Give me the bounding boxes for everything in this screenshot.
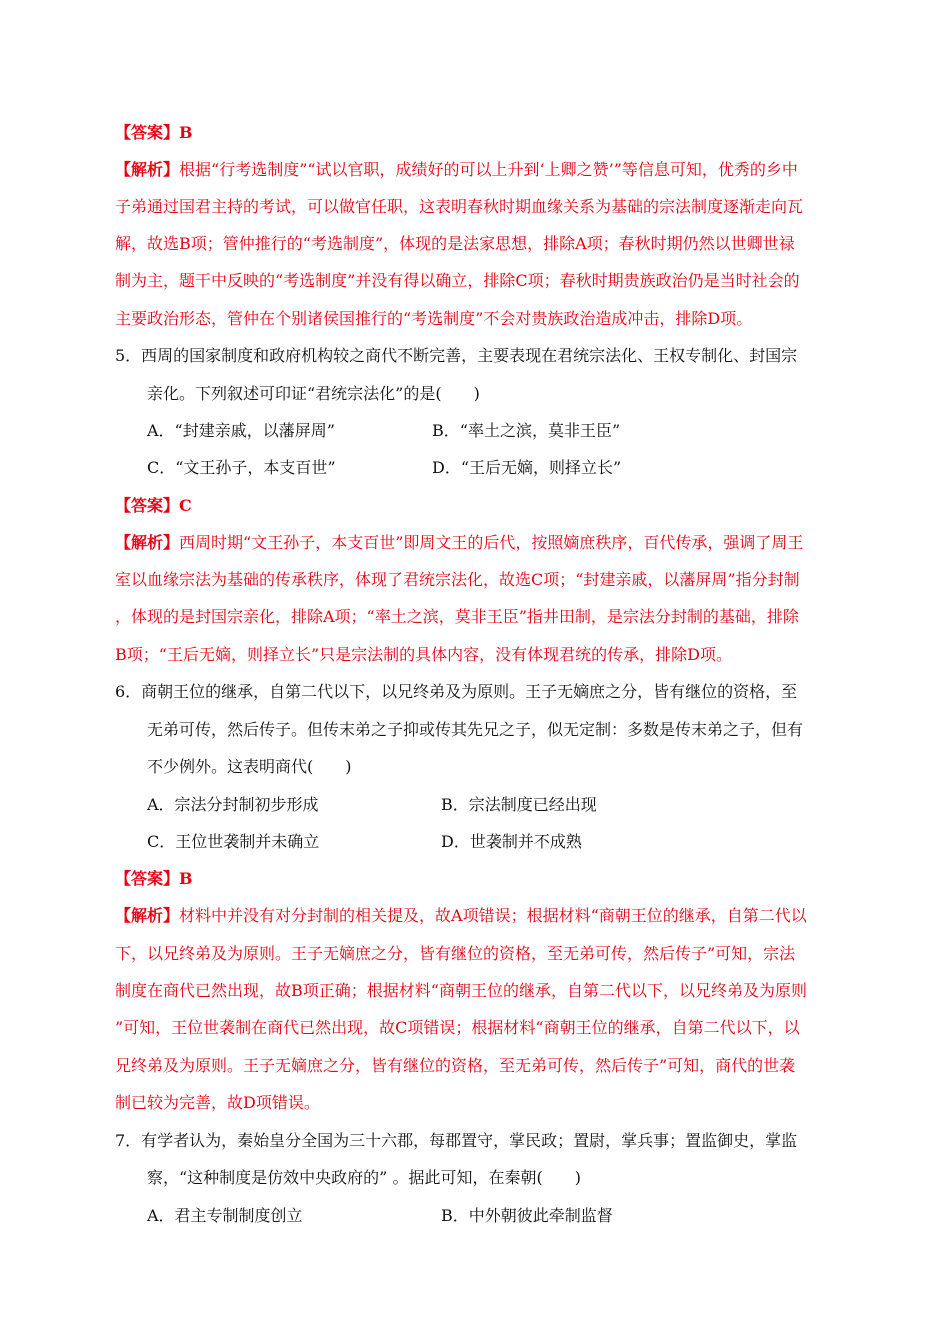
option-c: C．王位世袭制并未确立: [147, 832, 320, 851]
analysis-line: 解，故选B项；管仲推行的“考选制度”，体现的是法家思想，排除A项；春秋时期仍然以世卿世禄: [115, 234, 795, 253]
analysis-line: 制为主，题干中反映的“考选制度”并没有得以确立，排除C项；春秋时期贵族政治仍是当时社会的: [115, 271, 800, 290]
option-a: A．宗法分封制初步形成: [147, 795, 319, 814]
question-stem: 亲化。下列叙述可印证“君统宗法化”的是( ): [147, 384, 480, 403]
analysis-line: ”可知，王位世袭制在商代已然出现，故C项错误；根据材料“商朝王位的继承，自第二代以下，以: [115, 1018, 800, 1037]
analysis-line: B项；“王后无嫡，则择立长”只是宗法制的具体内容，没有体现君统的传承，排除D项。: [115, 645, 732, 664]
analysis-line: 兄终弟及为原则。王子无嫡庶之分，皆有继位的资格，至无弟可传，然后传子”可知，商代的世袭: [115, 1056, 796, 1075]
question-stem: 7．有学者认为，秦始皇分全国为三十六郡，每郡置守，掌民政；置尉，掌兵事；置监御史，掌监: [115, 1131, 798, 1150]
analysis-line: 【解析】材料中并没有对分封制的相关提及，故A项错误；根据材料“商朝王位的继承，自第二代以: [115, 906, 807, 925]
analysis-label: 【解析】: [115, 906, 180, 925]
option-a: A．君主专制制度创立: [147, 1206, 303, 1225]
analysis-label: 【解析】: [115, 533, 180, 552]
answer-label: 【答案】C: [115, 496, 192, 515]
answer-label: 【答案】B: [115, 869, 193, 888]
question-stem: 无弟可传，然后传子。但传末弟之子抑或传其先兄之子，似无定制：多数是传末弟之子，但有: [147, 720, 804, 739]
question-stem: 不少例外。这表明商代( ): [147, 757, 352, 776]
question-stem: 察，“这种制度是仿效中央政府的” 。据此可知，在秦朝( ): [147, 1168, 581, 1187]
question-stem: 6．商朝王位的继承，自第二代以下，以兄终弟及为原则。王子无嫡庶之分，皆有继位的资格，至: [115, 682, 798, 701]
analysis-line: 室以血缘宗法为基础的传承秩序，体现了君统宗法化，故选C项；“封建亲戚，以藩屏周”指分封制: [115, 570, 800, 589]
analysis-line: 子弟通过国君主持的考试，可以做官任职，这表明春秋时期血缘关系为基础的宗法制度逐渐走向瓦: [115, 197, 804, 216]
option-a: A．“封建亲戚，以藩屏周”: [147, 421, 335, 440]
analysis-line: 下，以兄终弟及为原则。王子无嫡庶之分，皆有继位的资格，至无弟可传，然后传子”可知，宗法: [115, 944, 796, 963]
analysis-line: 【解析】根据“行考选制度”“试以官职，成绩好的可以上升到‘上卿之赞’”等信息可知，优秀的乡中: [115, 160, 798, 179]
analysis-line: 制已较为完善，故D项错误。: [115, 1093, 320, 1112]
analysis-line: 【解析】西周时期“文王孙子，本支百世”即周文王的后代，按照嫡庶秩序，百代传承，强调了周王: [115, 533, 804, 552]
option-d: D．世袭制并不成熟: [441, 832, 582, 851]
analysis-line: 制度在商代已然出现，故B项正确；根据材料“商朝王位的继承，自第二代以下，以兄终弟及为原则: [115, 981, 807, 1000]
option-b: B．宗法制度已经出现: [441, 795, 597, 814]
answer-label: 【答案】B: [115, 123, 193, 142]
option-c: C．“文王孙子，本支百世”: [147, 458, 336, 477]
option-d: D．“王后无嫡，则择立长”: [432, 458, 622, 477]
option-b: B．“率土之滨，莫非王臣”: [432, 421, 621, 440]
question-stem: 5．西周的国家制度和政府机构较之商代不断完善，主要表现在君统宗法化、王权专制化、封国宗: [115, 346, 798, 365]
analysis-label: 【解析】: [115, 160, 180, 179]
analysis-line: ，体现的是封国宗亲化，排除A项；“率土之滨，莫非王臣”指井田制，是宗法分封制的基础，排除: [115, 607, 799, 626]
option-b: B．中外朝彼此牵制监督: [441, 1206, 613, 1225]
analysis-line: 主要政治形态，管仲在个别诸侯国推行的“考选制度”不会对贵族政治造成冲击，排除D项。: [115, 309, 753, 328]
